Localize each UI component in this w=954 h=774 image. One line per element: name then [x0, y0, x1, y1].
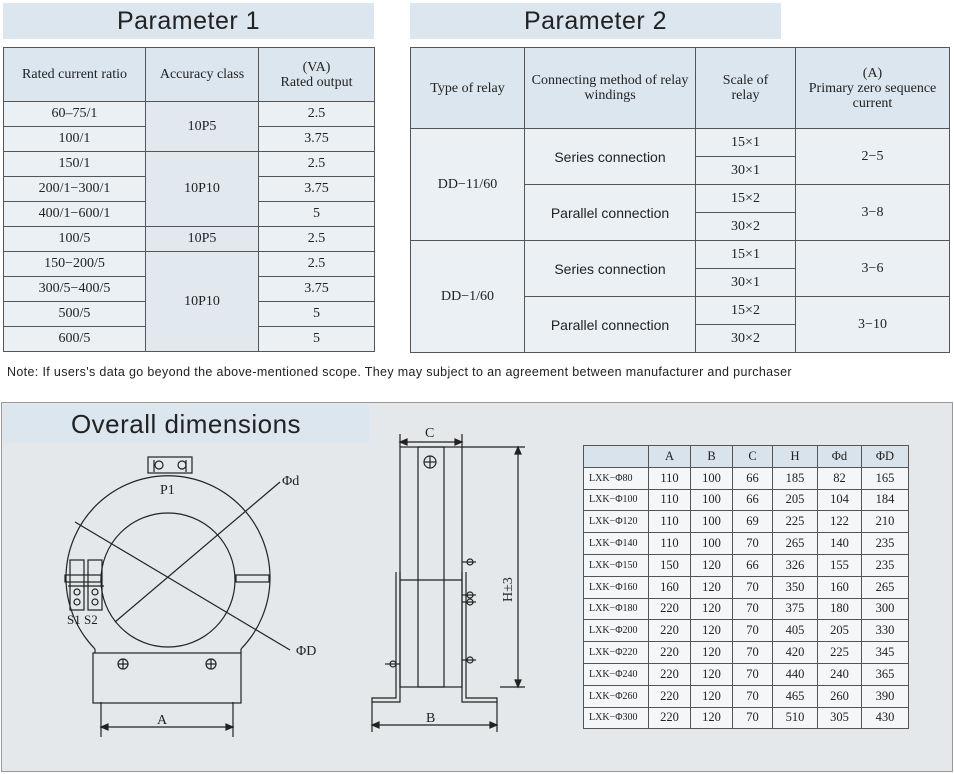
dimension-cell: 104 [818, 489, 862, 511]
dimension-cell: 225 [773, 511, 818, 533]
model-cell: LXK−Φ160 [584, 576, 649, 598]
header-scale-of-relay: Scale of relay [696, 48, 796, 129]
front-view [65, 457, 290, 737]
dimension-cell: 110 [649, 467, 691, 489]
inner-hole-outline [101, 513, 235, 647]
ratio-cell: 150/1 [4, 152, 146, 177]
relay-type-cell: DD−1/60 [411, 241, 525, 353]
dimension-cell: 405 [773, 620, 818, 642]
terminal-p1-icon [148, 457, 192, 473]
overall-dimensions-title: Overall dimensions [3, 405, 369, 443]
dimension-cell: 326 [773, 554, 818, 576]
label-dimension-a: A [157, 713, 168, 728]
dimension-cell: 165 [862, 467, 909, 489]
label-dimension-b: B [426, 711, 436, 726]
model-cell: LXK−Φ300 [584, 707, 649, 729]
scale-cell: 30×2 [696, 213, 796, 241]
right-bracket [462, 572, 497, 702]
dimensions-table [583, 445, 909, 729]
header-current-label: Primary zero sequence current [808, 80, 937, 111]
table-row [584, 554, 909, 576]
dimension-cell: 120 [691, 707, 733, 729]
table-row [584, 489, 909, 511]
table-row [584, 511, 909, 533]
table-row [4, 102, 375, 127]
dimension-cell: 220 [649, 620, 691, 642]
accuracy-cell: 10P5 [146, 102, 259, 152]
base-screw-icon [206, 659, 216, 669]
dimension-cell: 240 [818, 663, 862, 685]
technical-drawing [0, 402, 580, 770]
accuracy-cell: 10P10 [146, 152, 259, 227]
scale-cell: 15×2 [696, 297, 796, 325]
output-cell: 3.75 [259, 177, 375, 202]
model-cell: LXK−Φ150 [584, 554, 649, 576]
label-outer-diameter: ΦD [296, 644, 317, 659]
ratio-cell: 100/5 [4, 227, 146, 252]
parameter1-title: Parameter 1 [3, 3, 374, 39]
output-cell: 3.75 [259, 277, 375, 302]
dimension-cell: 70 [733, 642, 773, 664]
dimension-cell: 70 [733, 707, 773, 729]
dimension-cell: 150 [649, 554, 691, 576]
dimension-cell: 155 [818, 554, 862, 576]
dimension-cell: 120 [691, 642, 733, 664]
dimension-cell: 66 [733, 467, 773, 489]
table-row [584, 576, 909, 598]
header-3: C [733, 446, 773, 468]
dimension-cell: 120 [691, 554, 733, 576]
output-cell: 3.75 [259, 127, 375, 152]
dimension-cell: 122 [818, 511, 862, 533]
zero-current-cell: 2−5 [796, 129, 950, 185]
dimension-cell: 205 [818, 620, 862, 642]
table-row [584, 467, 909, 489]
table-row [584, 663, 909, 685]
dimension-cell: 300 [862, 598, 909, 620]
table-row [584, 642, 909, 664]
header-connecting-method: Connecting method of relay windings [525, 48, 696, 129]
dimension-cell: 100 [691, 511, 733, 533]
ratio-cell: 100/1 [4, 127, 146, 152]
dimension-cell: 265 [773, 533, 818, 555]
header-5: Φd [818, 446, 862, 468]
dimension-cell: 220 [649, 707, 691, 729]
terminal-s1-s2-icon [68, 560, 104, 610]
header-rated-output [259, 48, 375, 102]
output-cell: 5 [259, 302, 375, 327]
dimension-cell: 110 [649, 489, 691, 511]
accuracy-cell: 10P10 [146, 252, 259, 352]
label-dimension-c: C [425, 426, 435, 441]
table-row [584, 533, 909, 555]
ratio-cell: 60–75/1 [4, 102, 146, 127]
output-cell: 2.5 [259, 252, 375, 277]
parameter2-table [410, 47, 950, 353]
dimensions-header-row [584, 446, 909, 468]
ratio-cell: 400/1−600/1 [4, 202, 146, 227]
mounting-base [93, 653, 241, 703]
dimension-cell: 160 [649, 576, 691, 598]
dimension-cell: 100 [691, 489, 733, 511]
header-rated-current-ratio: Rated current ratio [4, 48, 146, 102]
ratio-cell: 150−200/5 [4, 252, 146, 277]
dimension-cell: 110 [649, 533, 691, 555]
dimension-cell: 365 [862, 663, 909, 685]
table-row [584, 598, 909, 620]
dimension-cell: 70 [733, 620, 773, 642]
table-row [4, 252, 375, 277]
ratio-cell: 600/5 [4, 327, 146, 352]
table-row [584, 685, 909, 707]
scale-cell: 15×2 [696, 185, 796, 213]
dimension-cell: 510 [773, 707, 818, 729]
scale-cell: 15×1 [696, 241, 796, 269]
zero-current-cell: 3−8 [796, 185, 950, 241]
header-current-unit: (A) [862, 65, 883, 81]
header-primary-zero-current [796, 48, 950, 129]
table-row [4, 152, 375, 177]
header-rated-output-label: Rated output [280, 74, 353, 90]
dimension-cell: 110 [649, 511, 691, 533]
dimension-cell: 330 [862, 620, 909, 642]
dimension-cell: 120 [691, 598, 733, 620]
output-cell: 2.5 [259, 102, 375, 127]
model-cell: LXK−Φ180 [584, 598, 649, 620]
dimension-cell: 70 [733, 663, 773, 685]
ratio-cell: 200/1−300/1 [4, 177, 146, 202]
dimension-cell: 420 [773, 642, 818, 664]
connection-method-cell: Series connection [525, 129, 696, 185]
label-inner-diameter: Φd [282, 474, 300, 489]
accuracy-cell: 10P5 [146, 227, 259, 252]
table-row [584, 620, 909, 642]
scale-cell: 30×2 [696, 325, 796, 353]
connection-method-cell: Parallel connection [525, 297, 696, 353]
output-cell: 2.5 [259, 152, 375, 177]
inner-diameter-line [115, 482, 280, 622]
connection-method-cell: Parallel connection [525, 185, 696, 241]
dimension-cell: 120 [691, 576, 733, 598]
output-cell: 5 [259, 202, 375, 227]
dimension-cell: 375 [773, 598, 818, 620]
model-cell: LXK−Φ200 [584, 620, 649, 642]
dimension-cell: 430 [862, 707, 909, 729]
dimension-cell: 120 [691, 663, 733, 685]
dimension-cell: 305 [818, 707, 862, 729]
dimension-cell: 210 [862, 511, 909, 533]
dimension-cell: 345 [862, 642, 909, 664]
zero-current-cell: 3−10 [796, 297, 950, 353]
left-bracket [372, 572, 400, 702]
dimension-cell: 220 [649, 685, 691, 707]
dimension-cell: 70 [733, 533, 773, 555]
side-top-screw-icon [424, 456, 436, 468]
dimension-cell: 69 [733, 511, 773, 533]
model-cell: LXK−Φ80 [584, 467, 649, 489]
dimension-cell: 184 [862, 489, 909, 511]
dimension-cell: 465 [773, 685, 818, 707]
dimension-cell: 66 [733, 489, 773, 511]
header-rated-output-unit: (VA) [302, 59, 331, 75]
connection-method-cell: Series connection [525, 241, 696, 297]
zero-current-cell: 3−6 [796, 241, 950, 297]
label-s1-s2: S1 S2 [67, 612, 98, 627]
dimension-cell: 180 [818, 598, 862, 620]
dimension-cell: 220 [649, 663, 691, 685]
ratio-cell: 300/5−400/5 [4, 277, 146, 302]
table-row [4, 227, 375, 252]
relay-type-cell: DD−11/60 [411, 129, 525, 241]
dimension-cell: 390 [862, 685, 909, 707]
dimension-cell: 265 [862, 576, 909, 598]
ratio-cell: 500/5 [4, 302, 146, 327]
header-2: B [691, 446, 733, 468]
table-row [584, 707, 909, 729]
dimension-cell: 70 [733, 598, 773, 620]
scale-cell: 15×1 [696, 129, 796, 157]
header-model [584, 446, 649, 468]
side-body [400, 447, 462, 687]
dimension-cell: 185 [773, 467, 818, 489]
table-row [411, 241, 950, 269]
outer-diameter-line [75, 522, 290, 650]
dimension-cell: 235 [862, 533, 909, 555]
output-cell: 5 [259, 327, 375, 352]
parameter2-title: Parameter 2 [410, 3, 781, 39]
model-cell: LXK−Φ240 [584, 663, 649, 685]
parameter1-table [3, 47, 375, 352]
dimension-cell: 220 [649, 598, 691, 620]
base-screw-icon [118, 659, 128, 669]
model-cell: LXK−Φ120 [584, 511, 649, 533]
dimension-cell: 70 [733, 576, 773, 598]
dimension-cell: 100 [691, 533, 733, 555]
scale-cell: 30×1 [696, 269, 796, 297]
model-cell: LXK−Φ100 [584, 489, 649, 511]
model-cell: LXK−Φ220 [584, 642, 649, 664]
dimension-cell: 220 [649, 642, 691, 664]
dimension-cell: 140 [818, 533, 862, 555]
label-p1: P1 [160, 483, 175, 498]
header-accuracy-class: Accuracy class [146, 48, 259, 102]
dimension-cell: 440 [773, 663, 818, 685]
header-4: H [773, 446, 818, 468]
table-row [411, 129, 950, 157]
header-type-of-relay: Type of relay [411, 48, 525, 129]
dimension-cell: 66 [733, 554, 773, 576]
header-1: A [649, 446, 691, 468]
model-cell: LXK−Φ260 [584, 685, 649, 707]
scale-cell: 30×1 [696, 157, 796, 185]
dimension-cell: 120 [691, 685, 733, 707]
dimension-cell: 100 [691, 467, 733, 489]
dimension-cell: 235 [862, 554, 909, 576]
dimension-cell: 205 [773, 489, 818, 511]
label-dimension-h: H±3 [501, 577, 516, 602]
model-cell: LXK−Φ140 [584, 533, 649, 555]
output-cell: 2.5 [259, 227, 375, 252]
dimension-cell: 160 [818, 576, 862, 598]
dimension-cell: 70 [733, 685, 773, 707]
scope-note: Note: If users's data go beyond the above-mentioned scope. They may subject to an agreement between manufacturer and purchaser [7, 365, 792, 379]
dimension-cell: 225 [818, 642, 862, 664]
dimension-cell: 82 [818, 467, 862, 489]
dimension-cell: 350 [773, 576, 818, 598]
dimension-cell: 260 [818, 685, 862, 707]
header-6: ΦD [862, 446, 909, 468]
split-slot-right [236, 575, 269, 582]
dimension-cell: 120 [691, 620, 733, 642]
